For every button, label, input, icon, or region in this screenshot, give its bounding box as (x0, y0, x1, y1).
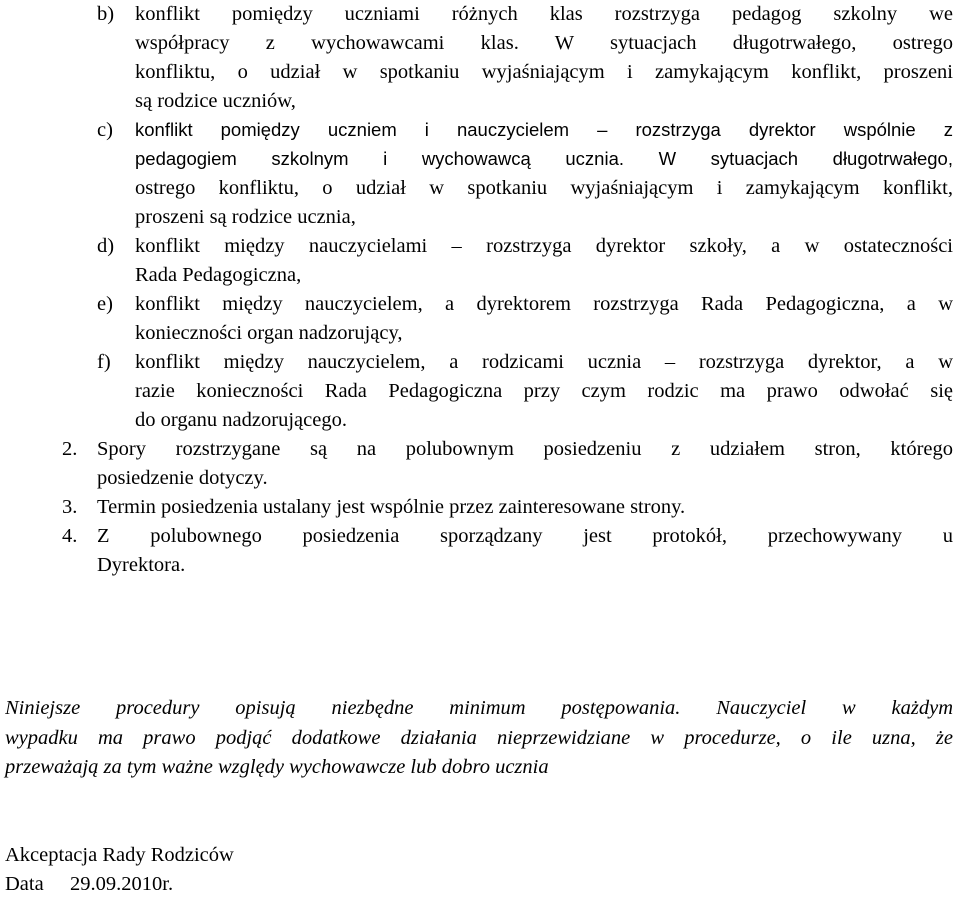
item-f-line-3: do organu nadzorującego. (135, 409, 347, 431)
item-c-line-2: pedagogiem szkolnym i wychowawcą ucznia. W sytuacjach długotrwałego, (135, 148, 953, 169)
date-value: 29.09.2010r. (70, 873, 174, 895)
point-3-label: 3. (62, 496, 78, 518)
item-b-label: b) (97, 3, 115, 25)
item-d-line-2: Rada Pedagogiczna, (135, 264, 302, 286)
item-d-line-1: konflikt między nauczycielami – rozstrzyga dyrektor szkoły, a w ostateczności (135, 235, 953, 257)
item-b-line-1: konflikt pomiędzy uczniami różnych klas rozstrzyga pedagog szkolny we (135, 3, 953, 25)
item-f-label: f) (97, 351, 111, 373)
note-line-2: wypadku ma prawo podjąć dodatkowe działania nieprzewidziane w procedurze, o ile uzna, że (5, 727, 953, 749)
note-line-3: przeważają za tym ważne względy wychowawcze lub dobro ucznia (5, 756, 549, 778)
item-c-label: c) (97, 119, 113, 141)
item-c-line-3: ostrego konfliktu, o udział w spotkaniu wyjaśniającym i zamykającym konflikt, (135, 177, 953, 199)
point-4-line-2: Dyrektora. (97, 554, 186, 576)
point-3-line-1: Termin posiedzenia ustalany jest wspólnie przez zainteresowane strony. (97, 496, 686, 518)
acceptance-text: Akceptacja Rady Rodziców (5, 844, 234, 866)
item-c-line-4: proszeni są rodzice ucznia, (135, 206, 356, 228)
point-2-label: 2. (62, 438, 78, 460)
note-line-1: Niniejsze procedury opisują niezbędne minimum postępowania. Nauczyciel w każdym (5, 697, 953, 719)
point-4-line-1: Z polubownego posiedzenia sporządzany jest protokół, przechowywany u (97, 525, 953, 547)
point-2-line-2: posiedzenie dotyczy. (97, 467, 268, 489)
date-label: Data (5, 873, 44, 895)
item-b-line-3: konfliktu, o udział w spotkaniu wyjaśniającym i zamykającym konflikt, proszeni (135, 61, 953, 83)
item-e-line-1: konflikt między nauczycielem, a dyrektorem rozstrzyga Rada Pedagogiczna, a w (135, 293, 953, 315)
item-b-line-4: są rodzice uczniów, (135, 90, 296, 112)
item-d-label: d) (97, 235, 115, 257)
point-4-label: 4. (62, 525, 78, 547)
item-b-line-2: współpracy z wychowawcami klas. W sytuacjach długotrwałego, ostrego (135, 32, 953, 54)
item-e-line-2: konieczności organ nadzorujący, (135, 322, 403, 344)
item-f-line-1: konflikt między nauczycielem, a rodzicami ucznia – rozstrzyga dyrektor, a w (135, 351, 953, 373)
point-2-line-1: Spory rozstrzygane są na polubownym posiedzeniu z udziałem stron, którego (97, 438, 953, 460)
item-f-line-2: razie konieczności Rada Pedagogiczna przy czym rodzic ma prawo odwołać się (135, 380, 953, 402)
item-c-line-1: konflikt pomiędzy uczniem i nauczycielem – rozstrzyga dyrektor wspólnie z (135, 119, 953, 140)
item-e-label: e) (97, 293, 113, 315)
